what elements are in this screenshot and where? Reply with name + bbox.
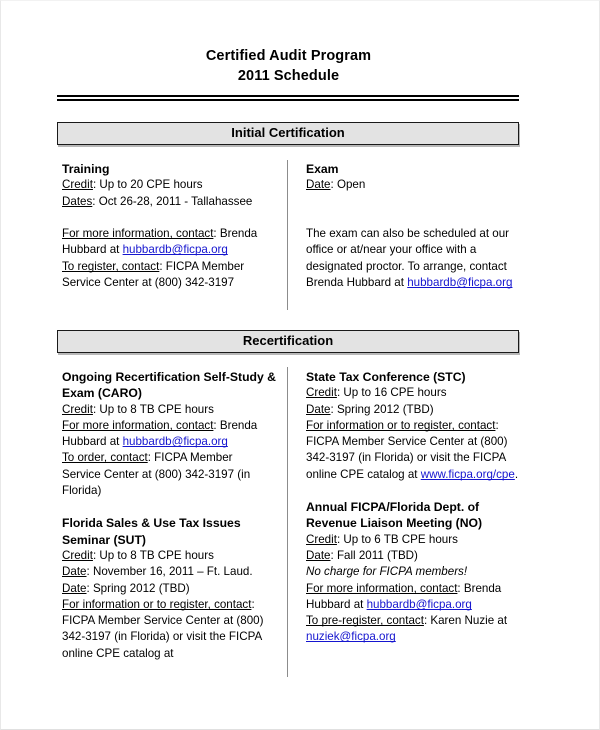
for-information-or-to-register-contact-label: For information or to register, contact xyxy=(306,418,496,432)
state-tax-conference-stc-line-4 xyxy=(306,434,524,450)
florida-sales-use-tax-issues-line-5 xyxy=(62,613,280,629)
to-register-value: : FICPA Member xyxy=(159,259,245,273)
annual-ficpa-florida-dept-of-block xyxy=(306,499,524,646)
recertification-left-column xyxy=(62,369,280,662)
date-label: Date xyxy=(306,402,331,416)
exam-body-line-1: The exam can also be scheduled at our xyxy=(306,227,510,241)
date-label: Date xyxy=(62,565,87,579)
email-link-hubbardb-ficpa-org[interactable]: hubbardb@ficpa.org xyxy=(122,435,228,449)
annual-ficpa-florida-dept-of-line-4 xyxy=(306,581,524,597)
florida-sales-use-tax-issues-text-5: FICPA Member Service Center at (800) xyxy=(62,614,264,628)
url-link-www-ficpa-org-cpe[interactable]: www.ficpa.org/cpe xyxy=(420,467,515,481)
florida-sales-use-tax-issues-line-1 xyxy=(62,548,280,564)
training-info-cont-line xyxy=(62,242,277,258)
section-header-recertification: Recertification xyxy=(57,330,519,353)
state-tax-conference-stc-line-1 xyxy=(306,385,524,401)
florida-sales-use-tax-issues-heading-line-1: Florida Sales & Use Tax Issues xyxy=(62,516,241,531)
ongoing-recertification-self-study-text-4: : FICPA Member xyxy=(147,451,233,465)
ongoing-recertification-self-study-line-4 xyxy=(62,450,280,466)
credit-label: Credit xyxy=(306,532,337,546)
page-title-line-2: 2011 Schedule xyxy=(237,68,340,84)
ongoing-recertification-self-study-line-1 xyxy=(62,402,280,418)
initial-certification-left-column xyxy=(62,161,277,291)
training-spacer xyxy=(62,210,277,226)
more-information-label: For more information, contact xyxy=(62,227,214,241)
annual-ficpa-florida-dept-of-text-4: : Brenda xyxy=(457,581,502,595)
training-credit-line xyxy=(62,177,277,193)
annual-ficpa-florida-dept-of-line-6 xyxy=(306,613,524,629)
credit-label: Credit xyxy=(306,386,337,400)
initial-certification-right-column xyxy=(306,161,521,291)
dates-label: Dates xyxy=(62,194,93,208)
exam-spacer-1 xyxy=(306,194,521,210)
florida-sales-use-tax-issues-line-3 xyxy=(62,581,280,597)
florida-sales-use-tax-issues-line-7 xyxy=(62,646,280,662)
florida-sales-use-tax-issues-text-2: : November 16, 2011 – Ft. Laud. xyxy=(86,565,253,579)
state-tax-conference-stc-text-6: online CPE catalog at xyxy=(306,467,421,481)
exam-body-line-2: office or at/near your office with a xyxy=(306,243,477,257)
annual-ficpa-florida-dept-of-line-2 xyxy=(306,548,524,564)
ongoing-recertification-self-study-text-5: Service Center at (800) 342-3197 (in xyxy=(62,467,251,481)
annual-ficpa-florida-dept-of-line-7 xyxy=(306,629,524,645)
state-tax-conference-stc-after-6: . xyxy=(514,467,519,481)
date-label: Date xyxy=(62,581,87,595)
exam-date-label: Date xyxy=(306,178,331,192)
annual-ficpa-florida-dept-of-text-5: Hubbard at xyxy=(306,597,367,611)
training-info-line xyxy=(62,226,277,242)
training-register-line xyxy=(62,259,277,275)
exam-date-value: : Open xyxy=(330,178,366,192)
state-tax-conference-stc-text-5: 342-3197 (in Florida) or visit the FICPA xyxy=(306,451,507,465)
ongoing-recertification-self-study-line-5 xyxy=(62,467,280,483)
florida-sales-use-tax-issues-text-7: online CPE catalog at xyxy=(62,646,174,660)
state-tax-conference-stc-text-3: : xyxy=(495,418,499,432)
for-more-information-contact-label: For more information, contact xyxy=(62,418,214,432)
exam-date-line xyxy=(306,177,521,193)
email-link-nuziek-ficpa-org[interactable]: nuziek@ficpa.org xyxy=(306,630,396,644)
title-double-rule xyxy=(57,95,519,102)
training-dates-line xyxy=(62,194,277,210)
ongoing-recertification-self-study-heading-line-2: Exam (CARO) xyxy=(62,386,142,401)
training-block xyxy=(62,161,277,291)
annual-ficpa-florida-dept-of-line-3 xyxy=(306,564,524,580)
date-label: Date xyxy=(306,548,331,562)
state-tax-conference-stc-block xyxy=(306,369,524,483)
state-tax-conference-stc-text-1: : Up to 16 CPE hours xyxy=(336,386,447,400)
ongoing-recertification-self-study-text-2: : Brenda xyxy=(213,418,258,432)
for-more-information-contact-label: For more information, contact xyxy=(306,581,458,595)
for-information-or-to-register-contact-label: For information or to register, contact xyxy=(62,597,252,611)
state-tax-conference-stc-heading-line-1: State Tax Conference (STC) xyxy=(306,370,466,384)
to-register-label: To register, contact xyxy=(62,259,160,273)
florida-sales-use-tax-issues-line-4 xyxy=(62,597,280,613)
annual-ficpa-florida-dept-of-text-3: No charge for FICPA members! xyxy=(306,565,468,579)
more-information-value: : Brenda xyxy=(213,227,258,241)
rule-bottom-bar xyxy=(57,99,519,101)
florida-sales-use-tax-issues-text-1: : Up to 8 TB CPE hours xyxy=(92,548,214,562)
ongoing-recertification-self-study-block xyxy=(62,369,280,499)
state-tax-conference-stc-line-2 xyxy=(306,402,524,418)
exam-heading: Exam xyxy=(306,162,339,176)
exam-spacer-2 xyxy=(306,210,521,226)
ongoing-recertification-self-study-heading-line-1: Ongoing Recertification Self-Study & xyxy=(62,370,276,384)
credit-value: : Up to 20 CPE hours xyxy=(92,178,203,192)
annual-ficpa-florida-dept-of-text-6: : Karen Nuzie at xyxy=(423,614,508,628)
email-link-hubbardb-exam[interactable]: hubbardb@ficpa.org xyxy=(407,276,513,290)
ongoing-recertification-self-study-text-1: : Up to 8 TB CPE hours xyxy=(92,402,214,416)
column-divider-initial xyxy=(287,160,288,310)
florida-sales-use-tax-issues-heading-line-2: Seminar (SUT) xyxy=(62,532,146,547)
state-tax-conference-stc-line-5 xyxy=(306,450,524,466)
exam-body-line-3: designated proctor. To arrange, contact xyxy=(306,259,507,273)
state-tax-conference-stc-line-6 xyxy=(306,467,524,483)
recertification-right-column xyxy=(306,369,524,646)
dates-value: : Oct 26-28, 2011 - Tallahassee xyxy=(92,194,253,208)
annual-ficpa-florida-dept-of-text-2: : Fall 2011 (TBD) xyxy=(330,548,418,562)
florida-sales-use-tax-issues-text-6: 342-3197 (in Florida) or visit the FICPA xyxy=(62,630,263,644)
annual-ficpa-florida-dept-of-heading-line-1: Annual FICPA/Florida Dept. of xyxy=(306,500,480,515)
florida-sales-use-tax-issues-block xyxy=(62,515,280,662)
state-tax-conference-stc-text-4: FICPA Member Service Center at (800) xyxy=(306,435,508,449)
state-tax-conference-stc-line-3 xyxy=(306,418,524,434)
contact-name-cont: Hubbard at xyxy=(62,243,123,257)
exam-contact-name: Brenda Hubbard at xyxy=(306,276,408,290)
rule-top-bar xyxy=(57,95,519,97)
ongoing-recertification-self-study-line-6 xyxy=(62,483,280,499)
training-heading: Training xyxy=(62,162,110,176)
to-order-contact-label: To order, contact xyxy=(62,451,148,465)
annual-ficpa-florida-dept-of-heading-line-2: Revenue Liaison Meeting (NO) xyxy=(306,516,483,531)
email-link-hubbardb-ficpa-org[interactable]: hubbardb@ficpa.org xyxy=(366,597,472,611)
annual-ficpa-florida-dept-of-text-1: : Up to 6 TB CPE hours xyxy=(336,532,458,546)
ongoing-recertification-self-study-line-3 xyxy=(62,434,280,450)
exam-block xyxy=(306,161,521,291)
exam-body-line-4 xyxy=(306,275,521,291)
page-title xyxy=(56,46,521,86)
ongoing-recertification-self-study-text-3: Hubbard at xyxy=(62,435,123,449)
annual-ficpa-florida-dept-of-line-5 xyxy=(306,597,524,613)
annual-ficpa-florida-dept-of-line-1 xyxy=(306,532,524,548)
column-divider-recertification xyxy=(287,367,288,677)
ongoing-recertification-self-study-text-6: Florida) xyxy=(62,484,102,498)
training-register-cont-line: Service Center at (800) 342-3197 xyxy=(62,276,235,290)
to-pre-register-contact-label: To pre-register, contact xyxy=(306,614,424,628)
page-title-line-1: Certified Audit Program xyxy=(205,48,372,64)
email-link-hubbardb[interactable]: hubbardb@ficpa.org xyxy=(122,243,228,257)
credit-label: Credit xyxy=(62,402,93,416)
florida-sales-use-tax-issues-line-6 xyxy=(62,629,280,645)
credit-label: Credit xyxy=(62,548,93,562)
state-tax-conference-stc-text-2: : Spring 2012 (TBD) xyxy=(330,402,434,416)
florida-sales-use-tax-issues-line-2 xyxy=(62,564,280,580)
ongoing-recertification-self-study-line-2 xyxy=(62,418,280,434)
florida-sales-use-tax-issues-text-4: : xyxy=(251,597,255,611)
florida-sales-use-tax-issues-text-3: : Spring 2012 (TBD) xyxy=(86,581,190,595)
section-header-initial-certification: Initial Certification xyxy=(57,122,519,145)
credit-label: Credit xyxy=(62,178,93,192)
